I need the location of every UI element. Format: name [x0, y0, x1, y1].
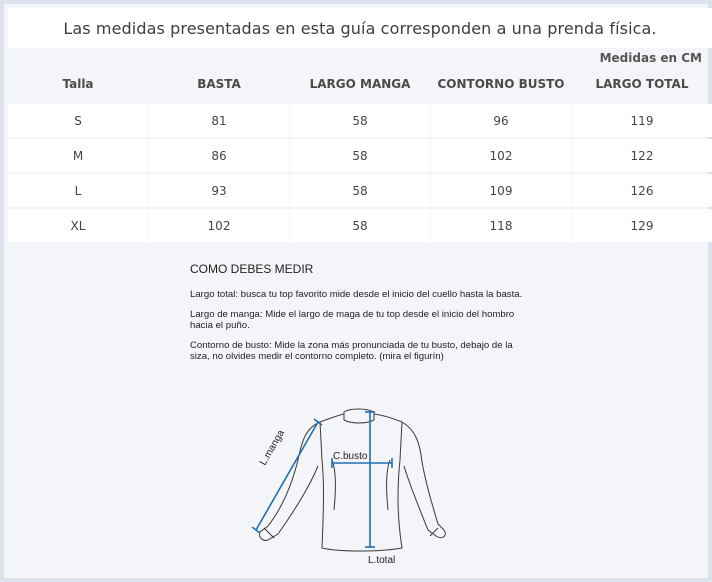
header-largo-manga: LARGO MANGA: [309, 77, 411, 91]
guide-paragraph-contorno-busto: Contorno de busto: Mide la zona más pronunciada de tu busto, debajo de la siza, no olvides medir el contorno completo. (mira el figurín): [190, 340, 513, 362]
guide-paragraph-largo-total: Largo total: busca tu top favorito mide desde el inicio del cuello hasta la basta.: [190, 289, 523, 300]
table-row: [8, 209, 712, 242]
cell-talla: XL: [8, 209, 148, 242]
caption-text: Las medidas presentadas en esta guía corresponden a una prenda física.: [63, 18, 657, 38]
cell-basta: 86: [149, 139, 289, 172]
cell-largo-total: 122: [572, 139, 712, 172]
guide-paragraph-largo-manga: Largo de manga: Mide el largo de maga de tu top desde el inicio del hombro hacia el puño.: [190, 309, 515, 331]
caption-banner: [8, 8, 712, 48]
table-row: [8, 104, 712, 137]
total-length-measure-line: [365, 412, 375, 547]
cell-contorno-busto: 102: [431, 139, 571, 172]
cell-basta: 93: [149, 174, 289, 207]
cell-largo-total: 119: [572, 104, 712, 137]
cell-contorno-busto: 109: [431, 174, 571, 207]
garment-figure: [240, 400, 460, 575]
cell-largo-manga: 58: [290, 174, 430, 207]
sleeve-measure-line: [252, 419, 322, 533]
cell-talla: L: [8, 174, 148, 207]
table-row: [8, 139, 712, 172]
bust-label: C.busto: [333, 451, 368, 462]
cell-largo-total: 129: [572, 209, 712, 242]
cell-largo-manga: 58: [290, 139, 430, 172]
cell-talla: M: [8, 139, 148, 172]
table-row: [8, 174, 712, 207]
cell-contorno-busto: 96: [431, 104, 571, 137]
sleeve-length-label: L.manga: [258, 428, 287, 468]
cell-largo-total: 126: [572, 174, 712, 207]
cell-talla: S: [8, 104, 148, 137]
total-length-label: L.total: [368, 555, 396, 566]
long-sleeve-top-illustration: [240, 400, 460, 560]
measuring-guide: [190, 262, 530, 371]
header-talla: Talla: [62, 77, 94, 91]
cell-basta: 81: [149, 104, 289, 137]
header-contorno-busto: CONTORNO BUSTO: [437, 77, 565, 91]
header-largo-total: LARGO TOTAL: [595, 77, 689, 91]
units-label: Medidas en CM: [599, 51, 702, 65]
header-basta: BASTA: [197, 77, 241, 91]
table-header: [8, 66, 712, 102]
cell-largo-manga: 58: [290, 209, 430, 242]
cell-contorno-busto: 118: [431, 209, 571, 242]
guide-title: COMO DEBES MEDIR: [190, 262, 314, 276]
cell-largo-manga: 58: [290, 104, 430, 137]
cell-basta: 102: [149, 209, 289, 242]
